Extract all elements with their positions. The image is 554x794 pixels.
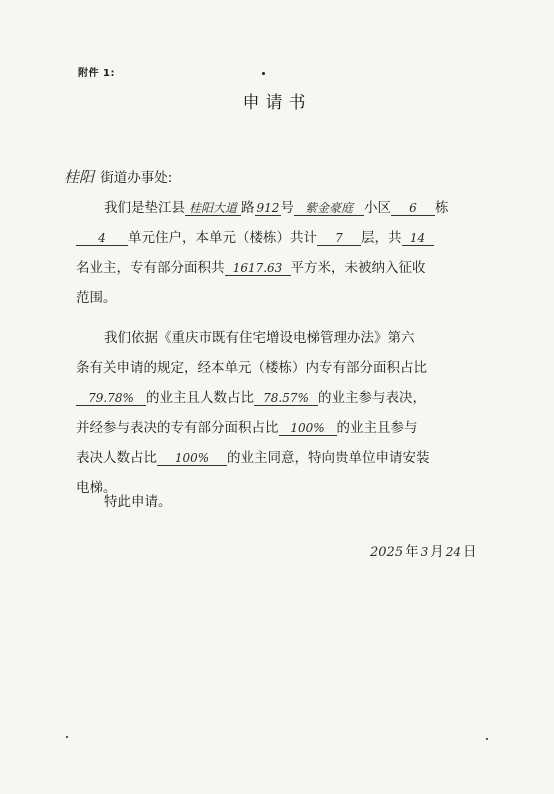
- p1-text: 单元住户，本单元（楼栋）共计: [128, 230, 317, 246]
- p2-text: 的业主且参与: [336, 420, 418, 436]
- road-number-field: 912: [256, 201, 280, 215]
- p1-line-1: [104, 196, 449, 216]
- road-field: 桂阳大道: [185, 201, 241, 216]
- p1-text: 小区: [364, 200, 391, 216]
- scan-speck: [66, 736, 68, 738]
- p2-text: 条有关申请的规定，经本单元（楼栋）内专有部分面积占比: [76, 360, 427, 376]
- attachment-label: 附件 1:: [78, 68, 115, 79]
- owners-field: 14: [402, 231, 434, 246]
- addressee-handwritten: 桂阳: [64, 168, 95, 186]
- p1-text: 我们是垫江县: [104, 200, 185, 216]
- building-field: 6: [391, 201, 435, 216]
- unit-field: 4: [76, 231, 128, 246]
- p1-text: 名业主，专有部分面积共: [76, 260, 225, 276]
- p1-line-4: [76, 286, 117, 306]
- p2-text: 的业主参与表决，: [318, 390, 426, 406]
- p1-text: 路: [241, 200, 255, 216]
- date-month-unit: 月: [430, 544, 444, 560]
- vote-area-percent-field: 100%: [279, 421, 337, 436]
- p2-text: 电梯。: [76, 480, 117, 496]
- scan-speck: [486, 738, 488, 740]
- addressee-line: [62, 166, 172, 186]
- p1-line-3: [76, 256, 426, 276]
- area-percent-field: 79.78%: [76, 391, 146, 406]
- p1-text: 号: [280, 200, 294, 216]
- p1-text: 层，共: [361, 230, 402, 246]
- date-year: 2025: [370, 545, 404, 560]
- vote-people-percent-field: 100%: [157, 451, 227, 466]
- p2-text: 的业主且人数占比: [146, 390, 254, 406]
- people-percent-field: 78.57%: [254, 391, 318, 406]
- p1-text: 范围。: [76, 290, 117, 306]
- p1-line-2: [76, 226, 434, 246]
- p2-text: 并经参与表决的专有部分面积占比: [76, 420, 279, 436]
- floors-field: 7: [317, 231, 361, 246]
- community-field: 紫金豪庭: [294, 201, 364, 216]
- p2-line-3: [76, 386, 426, 406]
- p2-line-1: [104, 326, 415, 346]
- date-day: 24: [445, 545, 462, 559]
- date-day-unit: 日: [463, 544, 477, 560]
- p1-text: 栋: [435, 200, 449, 216]
- area-field: 1617.63: [225, 261, 291, 276]
- scan-speck: [262, 72, 265, 75]
- closing-text: 特此申请。: [104, 494, 172, 510]
- p2-text: 表决人数占比: [76, 450, 157, 466]
- p2-text: 我们依据《重庆市既有住宅增设电梯管理办法》第六: [104, 330, 415, 346]
- p2-text: 的业主同意，特向贵单位申请安装: [227, 450, 430, 466]
- document-title: 申请书: [242, 93, 312, 113]
- p2-line-2: [76, 356, 427, 376]
- p2-line-4: [76, 416, 418, 436]
- addressee-suffix: 街道办事处:: [100, 170, 173, 186]
- date-month: 3: [420, 545, 429, 559]
- p1-text: 平方米，未被纳入征收: [290, 260, 426, 276]
- closing-line: [104, 490, 172, 510]
- p2-line-5: [76, 446, 430, 466]
- date-line: [368, 540, 477, 560]
- date-year-unit: 年: [405, 544, 419, 560]
